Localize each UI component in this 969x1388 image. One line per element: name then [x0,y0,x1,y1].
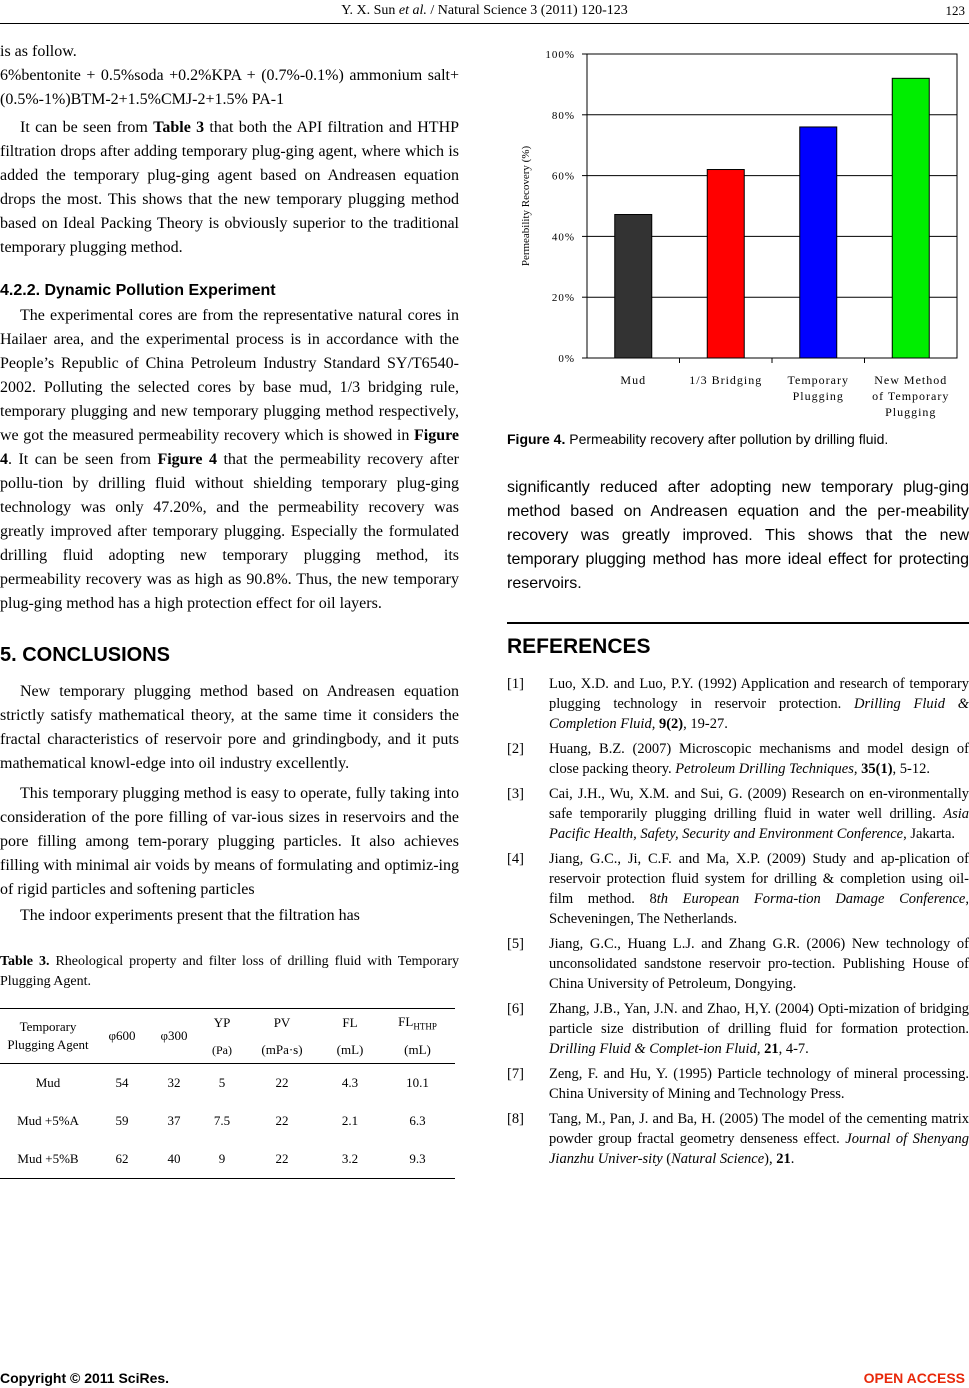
para2-b: . It can be seen from [8,451,158,468]
reference-item [507,784,969,844]
col-fl: FL [320,1009,380,1038]
copyright-notice: Copyright © 2011 SciRes. [0,1370,170,1386]
col-agent: Temporary Plugging Agent [0,1009,96,1064]
reference-item [507,739,969,779]
para2-c: that the permeability recovery after pollu-tion by drilling fluid without shielding temporary plug-ging technology was only 47.20%, and the permeability recovery was greatly improved after temporary plugging. Especially the formulated drilling fluid adopting new temporary plugging method, its permeability recovery was as high as 90.8%. Thus, the new temporary plug-ging method has a high protection effect for oil layers. [0,451,460,612]
reference-text: ), [764,1151,777,1167]
figure-4-chart [507,40,967,420]
figure-caption-text: Permeability recovery after pollution by drilling fluid. [565,431,889,447]
references-heading: REFERENCES [507,635,651,658]
reference-text: Zhang, J.B., Yan, J.N. and Zhao, H,Y. (2004) Opti-mization of bridging particle size distribution of drilling fluid for formation protection. [549,1001,969,1037]
table-row [0,1102,455,1140]
cell-yp: 7.5 [213,1113,231,1128]
x-tick-label: Mud [620,373,647,387]
table-row [0,1140,455,1179]
col-pv: PV [244,1009,320,1038]
reference-text: Drilling Fluid & Completion Fluid [549,696,969,732]
reference-number: [4] [507,851,524,867]
table-caption-text: Rheological property and filter loss of drilling fluid with Temporary Plugging Agent. [0,954,459,989]
conclusion-paragraph-3: The indoor experiments present that the filtration has [20,907,360,924]
reference-text: , [651,716,659,732]
reference-text: Jiang, G.C., Huang L.J. and Zhang G.R. (2006) New technology of unconsolidated sandstone reservoir pro-tection. Publishing House of China University of Petroleum, Dongying. [549,936,969,992]
reference-number: [5] [507,936,524,952]
page-number: 123 [945,3,965,18]
col-phi600: φ600 [96,1009,148,1064]
paragraph-table3 [0,116,459,260]
reference-text: Drilling Fluid & Complet-ion Fluid [549,1041,757,1057]
table3-reference: Table 3 [153,119,205,136]
conclusion-paragraph-1: New temporary plugging method based on Andreasen equation strictly satisfy mathematical theory, at the same time it considers the fractal characteristics of reservoir pore and grindingbody, and it puts mathematical knowl-edge into oil industry excellently. [0,683,459,772]
table-header-row [0,1009,455,1038]
para2-a: The experimental cores are from the representative natural cores in Hailaer area, and the experimental process is in accordance with the People’s Republic of China Petroleum Industry Standard SY/T6540-2002. Polluting the selected cores by base mud, 1/3 bridging rule, temporary plugging and new temporary plugging method respectively, we got the measured permeability recovery which is showed in [0,307,459,444]
reference-text: , 4-7. [778,1041,809,1057]
reference-number: [6] [507,1001,524,1017]
col-flhthp [380,1009,455,1038]
reference-text: ( [662,1151,672,1167]
reference-text: 35(1) [861,761,893,777]
cell-phi300: 37 [167,1113,181,1128]
intro-line: is as follow. [0,43,77,60]
y-tick-label: 80% [551,109,575,122]
reference-item [507,849,969,929]
paragraph-dynamic-pollution [0,304,459,616]
y-tick-label: 20% [551,292,575,305]
cell-agent: Mud [35,1075,61,1090]
reference-text: Jiang, G.C., Ji, C.F. and Ma, X.P. (2009) Study and ap-plication of reservoir protection fluid system for drilling & completion using oil-film method. 8 [549,851,969,907]
unit-flhthp: (mL) [404,1042,431,1057]
running-head-journal: / Natural Science 3 (2011) 120-123 [426,3,628,18]
cell-yp: 9 [200,1140,244,1179]
rheology-table [0,1008,455,1179]
x-tick-label: 1/3 Bridging [689,373,763,387]
table-row [0,1064,455,1103]
reference-text: , Jakarta. [903,826,956,842]
reference-number: [7] [507,1066,524,1082]
cell-flhthp: 10.1 [406,1075,429,1090]
y-axis-label: Permeability Recovery (%) [520,145,532,267]
references-rule [507,622,969,624]
cell-phi300: 32 [167,1075,181,1090]
reference-text: Zeng, F. and Hu, Y. (1995) Particle technology of mineral processing. China University of Mining and Technology Press. [549,1066,969,1102]
col-yp: YP [200,1009,244,1038]
x-tick-label: Temporary [787,373,849,387]
cell-fl: 3.2 [320,1140,380,1179]
cell-fl: 2.1 [341,1113,359,1128]
para1-post: that both the API filtration and HTHP filtration drops after adding temporary plug-ging agent, where which is added the temporary plug-ging agent based on Andreasen equation drops the most. This shows that the new temporary plugging method based on Ideal Packing Theory is obviously superior to the traditional temporary plugging method. [0,119,460,256]
table-caption-label: Table 3. [0,954,50,969]
col-flhthp-main: FL [398,1014,414,1030]
right-column [507,40,969,1174]
cell-pv: 22 [275,1075,289,1090]
reference-text: Luo, X.D. and Luo, P.Y. (1992) Application and research of temporary plugging technology in reservoir protection. [549,676,969,712]
reference-text: Huang, B.Z. (2007) Microscopic mechanisms and model design of close packing theory. [549,741,969,777]
unit-pv: (mPa·s) [261,1042,303,1057]
cell-flhthp: 9.3 [380,1140,455,1179]
bar-chart [507,40,967,420]
reference-text: Journal of Shenyang Jianzhu Univer-sity [549,1131,969,1167]
reference-number: [1] [507,676,524,692]
references-list [507,674,969,1169]
reference-text: 9(2) [658,716,684,732]
reference-item [507,1109,969,1169]
conclusion-paragraph-2: This temporary plugging method is easy to operate, fully taking into consideration of the pore filling of var-ious sizes in reservoirs and the pore filling among tem-porary plugging particles. It also achieves filling with minimal air voids by means of formulating and optimiz-ing of rigid particles and softening particles [0,785,459,898]
section-heading-conclusions: 5. CONCLUSIONS [0,644,171,666]
figure-caption [507,428,969,450]
cell-yp: 5 [218,1075,226,1090]
y-tick-label: 100% [545,49,575,61]
x-tick-label: Plugging [792,389,844,403]
cell-agent: Mud +5%A [17,1113,79,1128]
col-phi300: φ300 [148,1009,200,1064]
para1-pre: It can be seen from [20,119,154,136]
unit-fl: (mL) [336,1042,364,1057]
reference-text: , [853,761,862,777]
reference-text: 21 [764,1041,779,1057]
reference-text: Petroleum Drilling Techniques [675,761,854,777]
bar [892,78,929,358]
reference-number: [8] [507,1111,524,1127]
reference-text: , 5-12. [892,761,930,777]
open-access-label: OPEN ACCESS [863,1370,965,1386]
figure-caption-label: Figure 4. [507,431,566,447]
page-header [0,0,969,22]
running-head [0,3,969,19]
cell-flhthp: 6.3 [409,1113,426,1128]
figure4-reference: Figure 4 [0,427,459,468]
unit-yp: (Pa) [212,1042,232,1057]
reference-number: [2] [507,741,524,757]
y-tick-label: 60% [551,170,575,183]
subsection-heading: 4.2.2. Dynamic Pollution Experiment [0,282,276,299]
reference-text: th European Forma-tion Damage Conference [656,891,966,907]
bar [800,127,837,358]
cell-phi300: 40 [148,1140,200,1179]
paragraph-continuation: significantly reduced after adopting new temporary plug-ging method based on Andreasen equation and the per-meability recovery was greatly improved. This shows that the new temporary plugging method has more ideal effect for protecting reservoirs. [507,479,969,592]
reference-text: , [756,1041,765,1057]
reference-text: . [790,1151,795,1167]
reference-item [507,999,969,1059]
running-head-authors: Y. X. Sun [341,3,399,18]
running-head-etal: et al. [398,3,427,18]
bar [707,170,744,358]
page-footer [0,1370,969,1388]
y-tick-label: 0% [558,353,575,365]
cell-phi600: 54 [115,1075,129,1090]
formula-text: 6%bentonite + 0.5%soda +0.2%KPA + (0.7%-0.1%) ammonium salt+(0.5%-1%)BTM-2+1.5%CMJ-2+1.5% PA-1 [0,67,459,108]
reference-text: Cai, J.H., Wu, X.M. and Sui, G. (2009) Research on en-vironmentally safe temporarily plugging drilling fluid in water well drilling. [549,786,969,822]
col-flhthp-sub: HTHP [413,1021,437,1032]
cell-phi600: 59 [115,1113,129,1128]
reference-number: [3] [507,786,524,802]
y-tick-label: 40% [551,231,575,244]
cell-pv: 22 [275,1113,289,1128]
x-tick-label: of Temporary [872,389,950,403]
reference-text: 21 [776,1151,791,1167]
x-tick-label: New Method [874,373,948,387]
table-caption [0,952,459,992]
reference-text: , 19-27. [683,716,728,732]
bar [615,215,652,358]
cell-phi600: 62 [96,1140,148,1179]
cell-fl: 4.3 [341,1075,359,1090]
cell-agent: Mud +5%B [0,1140,96,1179]
x-tick-label: Plugging [885,405,937,419]
header-rule [0,23,969,24]
reference-item [507,1064,969,1104]
reference-text: Asia Pacific Health, Safety, Security and Environment Conference [549,806,969,842]
reference-text: , Scheveningen, The Netherlands. [549,891,969,927]
reference-text: Tang, M., Pan, J. and Ba, H. (2005) The model of the cementing matrix powder group fractal geometry denseness effect. [549,1111,969,1147]
reference-text: Natural Science [671,1151,765,1167]
cell-pv: 22 [244,1140,320,1179]
reference-item [507,674,969,734]
left-column [0,40,459,1179]
figure4-reference-2: Figure 4 [157,451,217,468]
reference-item [507,934,969,994]
